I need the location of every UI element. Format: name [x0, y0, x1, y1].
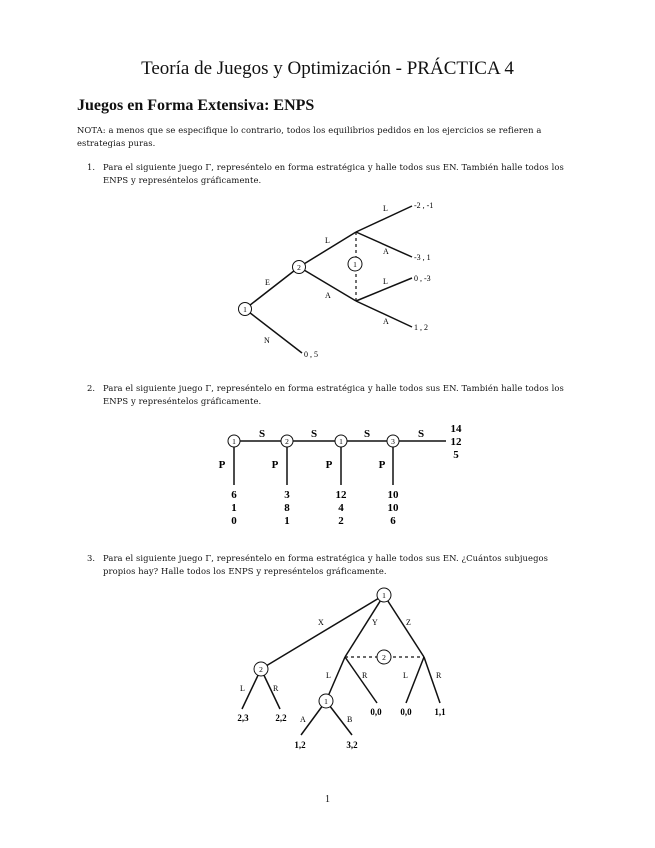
payoff-label: 2,2: [275, 713, 287, 723]
edge-Z: [384, 595, 424, 657]
payoff-label: 0 , 5: [304, 350, 318, 359]
page-number: 1: [325, 794, 330, 805]
payoff-label: 14: [450, 423, 462, 435]
action-label: P: [325, 459, 333, 471]
action-label: L: [240, 684, 245, 693]
exercise-text: Para el siguiente juego Γ, represéntelo en forma estratégica y halle todos sus EN. También halle todos los ENPS y represéntelos gráficamente.: [103, 162, 564, 185]
payoff-label: 0 , -3: [414, 274, 431, 283]
payoff-label: 1: [231, 502, 237, 514]
payoff-label: 1,1: [434, 707, 446, 717]
payoff-label: 4: [338, 502, 344, 514]
node-label: 1: [353, 260, 357, 269]
action-label: S: [363, 428, 371, 440]
page-title: Teoría de Juegos y Optimización - PRÁCTICA 4: [141, 58, 514, 79]
edge-X: [261, 595, 384, 669]
section-heading: Juegos en Forma Extensiva: ENPS: [77, 97, 315, 114]
payoff-label: -3 , 1: [414, 253, 431, 262]
payoff-label: 2,3: [237, 713, 249, 723]
action-label: P: [378, 459, 386, 471]
payoff-label: 3: [284, 489, 290, 501]
action-label: Z: [406, 618, 411, 627]
exercise-number: 3.: [87, 553, 96, 563]
action-label: X: [318, 618, 324, 627]
action-label: P: [218, 459, 226, 471]
action-label: L: [383, 277, 388, 286]
action-label: Y: [372, 618, 378, 627]
payoff-label: -2 , -1: [414, 201, 434, 210]
exercise-number: 2.: [87, 383, 96, 393]
action-label: S: [310, 428, 318, 440]
payoff-label: 10: [387, 489, 399, 501]
action-label: A: [325, 291, 331, 300]
exercise-number: 1.: [87, 162, 96, 172]
action-label: A: [383, 317, 389, 326]
payoff-label: 3,2: [346, 740, 358, 750]
action-label: N: [264, 336, 270, 345]
action-label: P: [271, 459, 279, 471]
action-label: A: [383, 247, 389, 256]
action-label: L: [403, 671, 408, 680]
action-label: A: [300, 715, 306, 724]
payoff-label: 2: [338, 515, 344, 527]
node-label: 2: [297, 263, 301, 272]
node-label: 2: [259, 665, 263, 674]
payoff-label: 10: [387, 502, 399, 514]
payoff-label: 12: [450, 436, 462, 448]
edge-R: [345, 657, 377, 703]
node-label: 1: [243, 305, 247, 314]
node-label: 3: [391, 437, 395, 446]
exercise-text: Para el siguiente juego Γ, represéntelo en forma estratégica y halle todos sus EN. También halle todos los ENPS y represéntelos gráficamente.: [103, 383, 564, 406]
exercise-text: Para el siguiente juego Γ, represéntelo en forma estratégica y halle todos sus EN. ¿Cuántos subjuegos propios hay? Halle todos los ENPS y represéntelos gráficamente.: [103, 553, 549, 576]
action-label: R: [436, 671, 442, 680]
node-label: 2: [285, 437, 289, 446]
node-label: 1: [339, 437, 343, 446]
payoff-label: 0,0: [370, 707, 382, 717]
action-label: L: [325, 236, 330, 245]
action-label: E: [265, 278, 270, 287]
payoff-label: 0,0: [400, 707, 412, 717]
payoff-label: 1,2: [294, 740, 306, 750]
payoff-label: 5: [453, 449, 459, 461]
edge-L: [406, 657, 424, 703]
action-label: B: [347, 715, 353, 724]
payoff-label: 1 , 2: [414, 323, 428, 332]
action-label: S: [258, 428, 266, 440]
note-paragraph: NOTA: a menos que se especifique lo contrario, todos los equilibrios pedidos en los ejercicios se refieren a estrategias puras.: [77, 125, 542, 148]
node-label: 1: [324, 697, 328, 706]
payoff-label: 6: [231, 489, 237, 501]
payoff-label: 0: [231, 515, 237, 527]
payoff-label: 8: [284, 502, 290, 514]
action-label: S: [417, 428, 425, 440]
edge-R: [424, 657, 440, 703]
node-label: 2: [382, 653, 386, 662]
payoff-label: 1: [284, 515, 290, 527]
action-label: R: [362, 671, 368, 680]
edge-Y: [345, 595, 384, 657]
action-label: L: [383, 204, 388, 213]
node-label: 1: [232, 437, 236, 446]
payoff-label: 6: [390, 515, 396, 527]
action-label: L: [326, 671, 331, 680]
action-label: R: [273, 684, 279, 693]
node-label: 1: [382, 591, 386, 600]
payoff-label: 12: [335, 489, 347, 501]
